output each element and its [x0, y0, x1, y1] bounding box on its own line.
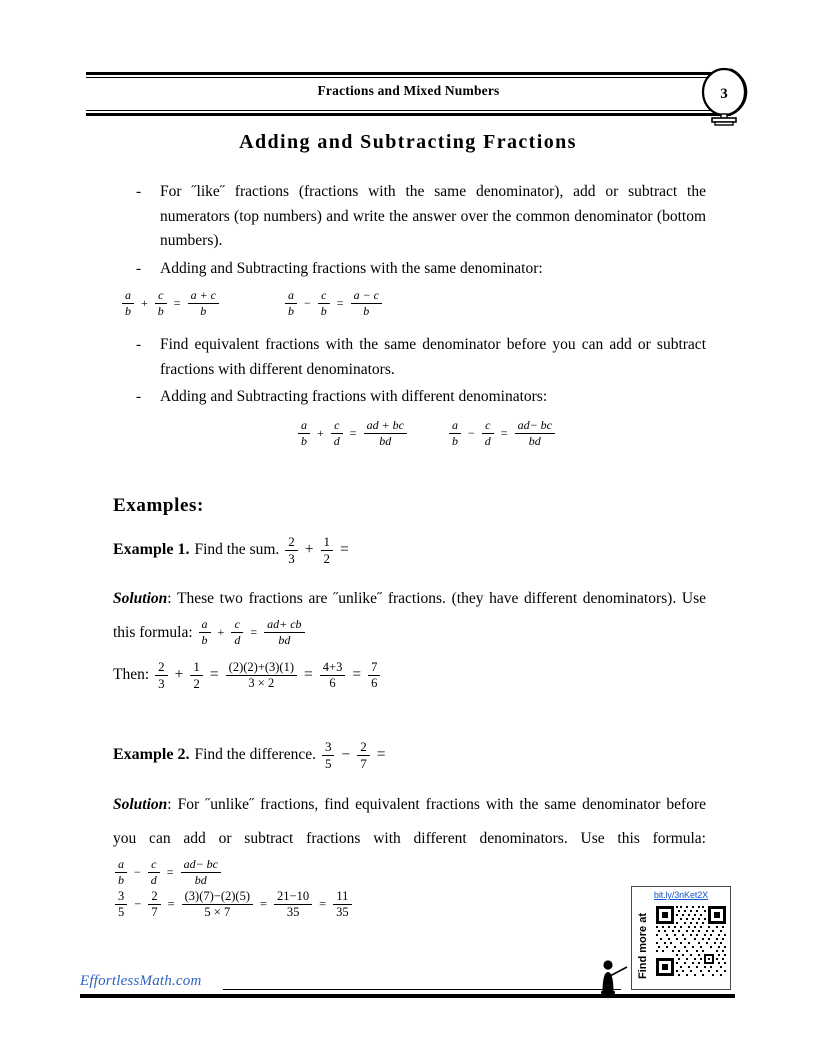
- fraction: [274, 890, 312, 919]
- numerator: 3: [324, 739, 332, 754]
- operator: −: [304, 295, 311, 310]
- bullet-text: Adding and Subtracting fractions with different denominators:: [160, 388, 548, 405]
- operator: −: [341, 746, 351, 764]
- operator: +: [217, 625, 225, 640]
- denominator: b: [301, 433, 307, 448]
- operator: −: [134, 865, 141, 880]
- denominator: b: [452, 433, 458, 448]
- example-2-work: [113, 890, 354, 919]
- denominator: 6: [371, 675, 378, 690]
- fraction: [331, 419, 343, 447]
- numerator: 3: [118, 889, 125, 903]
- denominator: 5: [118, 905, 125, 920]
- footer-thick-rule: [80, 994, 735, 998]
- denominator: b: [118, 872, 124, 887]
- denominator: b: [320, 303, 327, 318]
- qr-code-icon[interactable]: [654, 904, 728, 978]
- equals-sign: =: [167, 897, 175, 912]
- numerator: 2: [360, 739, 367, 754]
- fraction: [231, 618, 243, 646]
- fraction: [199, 618, 211, 646]
- page-title: Adding and Subtracting Fractions: [239, 131, 577, 153]
- example-1-question: Find the sum.: [194, 541, 280, 559]
- numerator: c: [485, 418, 491, 432]
- fraction: [182, 890, 253, 919]
- qr-link-text[interactable]: bit.ly/3nKet2X: [653, 890, 709, 900]
- denominator: 2: [323, 550, 331, 566]
- fraction: [357, 740, 370, 770]
- denominator: b: [157, 303, 164, 318]
- header-top-rule: [86, 72, 731, 78]
- denominator: 6: [329, 675, 336, 690]
- denominator: 35: [336, 905, 349, 920]
- denominator: 7: [151, 905, 158, 920]
- denominator: b: [288, 303, 294, 318]
- solution-formula: [113, 855, 223, 889]
- bullet-dash: -: [136, 336, 142, 353]
- fraction: [322, 740, 335, 770]
- bullet-text: Adding and Subtracting fractions with the same denominator:: [160, 260, 543, 277]
- fraction: [181, 858, 221, 886]
- numerator: 21−10: [277, 889, 310, 903]
- fraction: [148, 858, 160, 886]
- numerator: 1: [193, 659, 200, 674]
- equals-sign: =: [259, 897, 268, 912]
- denominator: bd: [379, 433, 392, 448]
- equals-sign: =: [349, 425, 357, 440]
- denominator: d: [150, 872, 157, 887]
- operator: +: [304, 541, 314, 559]
- bullet-item: [136, 180, 706, 254]
- fraction: [148, 890, 160, 919]
- numerator: 4+3: [322, 659, 343, 674]
- denominator: d: [484, 433, 491, 448]
- denominator: 3: [288, 550, 295, 566]
- numerator: 2: [151, 889, 158, 903]
- denominator: d: [234, 632, 241, 647]
- numerator: a: [452, 418, 458, 432]
- formula-different-denominators: [296, 419, 557, 447]
- fraction: [285, 535, 298, 565]
- example-1-solution: [113, 582, 706, 650]
- denominator: 3: [158, 675, 165, 691]
- numerator: a: [201, 617, 208, 632]
- example-1-work: [113, 660, 382, 690]
- numerator: c: [158, 288, 164, 302]
- fraction: [264, 618, 304, 646]
- header-bottom-rule: [86, 110, 731, 116]
- page-number-text: 3: [720, 86, 728, 102]
- denominator: bd: [528, 433, 541, 448]
- fraction: [190, 660, 203, 690]
- bullet-item: [136, 333, 706, 382]
- numerator: 2: [158, 659, 165, 674]
- fraction: [226, 661, 297, 690]
- teacher-pointer-icon: [594, 958, 632, 996]
- header-title: Fractions and Mixed Numbers: [317, 83, 500, 98]
- equals-sign: =: [352, 666, 362, 684]
- solution-formula: [197, 615, 307, 649]
- qr-code-box[interactable]: [631, 886, 731, 990]
- denominator: 35: [286, 905, 300, 920]
- numerator: c: [151, 857, 157, 872]
- denominator: bd: [194, 872, 207, 887]
- denominator: b: [125, 303, 131, 318]
- numerator: (3)(7)−(2)(5): [184, 889, 250, 903]
- denominator: b: [200, 303, 207, 318]
- numerator: a: [118, 857, 124, 872]
- fraction: [320, 661, 346, 690]
- equals-sign: =: [336, 295, 344, 310]
- fraction: [333, 890, 352, 919]
- denominator: b: [201, 632, 208, 647]
- fraction: [115, 890, 127, 919]
- example-1-label: Example 1.: [113, 541, 190, 559]
- formula-same-denominator: [120, 289, 384, 317]
- fraction: [449, 419, 461, 447]
- bullet-text: For ˝like˝ fractions (fractions with the same denominator), add or subtract the numerators (top numbers) and write the answer over the common denominator (bottom numbers).: [160, 183, 706, 249]
- page-header: [86, 72, 731, 116]
- solution-text: These two fractions are ˝unlike˝ fractions. (they have different denominators). Use this formula:: [113, 590, 706, 641]
- fraction: [115, 858, 127, 886]
- equals-sign: =: [166, 865, 174, 880]
- fraction: [318, 289, 330, 317]
- solution-colon: :: [167, 590, 172, 607]
- denominator: b: [363, 303, 370, 318]
- fraction: [155, 289, 167, 317]
- solution-label: Solution: [113, 796, 168, 813]
- denominator: d: [333, 433, 340, 448]
- denominator: 2: [193, 675, 200, 691]
- equals-sign: =: [500, 425, 508, 440]
- numerator: ad+ cb: [267, 617, 302, 632]
- fraction: [515, 419, 555, 447]
- globe-icon: [694, 66, 754, 128]
- numerator: ad− bc: [183, 857, 218, 872]
- equals-sign: =: [250, 625, 258, 640]
- operator: +: [174, 666, 184, 684]
- equals-sign: =: [319, 897, 327, 912]
- denominator: bd: [278, 632, 291, 647]
- denominator: 5 × 7: [204, 905, 231, 920]
- examples-heading: Examples:: [113, 495, 204, 516]
- fraction: [122, 289, 134, 317]
- numerator: 2: [288, 534, 295, 549]
- operator: −: [134, 897, 142, 912]
- numerator: a: [301, 418, 307, 432]
- equals-sign: =: [209, 666, 219, 684]
- denominator: 3 × 2: [248, 675, 275, 690]
- numerator: ad− bc: [517, 418, 552, 432]
- solution-label: Solution: [113, 590, 168, 607]
- fraction: [321, 535, 334, 565]
- equals-sign: =: [304, 666, 313, 684]
- operator: +: [317, 425, 324, 440]
- denominator: 5: [324, 755, 332, 771]
- numerator: a + c: [190, 288, 216, 302]
- denominator: 7: [360, 755, 367, 771]
- footer-thin-rule: [223, 989, 621, 990]
- fraction: [298, 419, 310, 447]
- numerator: a − c: [353, 288, 379, 302]
- bullet-dash: -: [136, 260, 142, 277]
- footer-site-link[interactable]: EffortlessMath.com: [80, 973, 202, 989]
- fraction: [368, 661, 380, 690]
- operator: +: [141, 295, 148, 310]
- bullet-dash: -: [136, 388, 142, 405]
- solution-text: For ˝unlike˝ fractions, find equivalent fractions with the same denominator before you can add or subtract fractions with different denominators. Use this formula:: [113, 796, 707, 847]
- bullet-item: [136, 385, 706, 410]
- equals-sign: =: [376, 746, 386, 764]
- bullet-text: Find equivalent fractions with the same denominator before you can add or subtract fractions with different denominators.: [160, 336, 706, 378]
- fraction: [482, 419, 494, 447]
- example-2-question: Find the difference.: [194, 746, 316, 764]
- numerator: c: [321, 288, 327, 302]
- solution-colon: :: [167, 796, 172, 813]
- operator: −: [468, 425, 475, 440]
- example-1-prompt: [113, 535, 354, 565]
- then-label: Then:: [113, 666, 150, 684]
- example-2-label: Example 2.: [113, 746, 190, 764]
- bullet-dash: -: [136, 183, 142, 200]
- qr-vertical-label: Find more at: [637, 913, 649, 980]
- fraction: [188, 289, 219, 317]
- numerator: (2)(2)+(3)(1): [228, 659, 295, 674]
- numerator: a: [288, 288, 294, 302]
- numerator: 11: [336, 889, 349, 903]
- example-2-prompt: [113, 740, 390, 770]
- numerator: 7: [371, 659, 378, 674]
- fraction: [155, 660, 168, 690]
- equals-sign: =: [173, 295, 181, 310]
- numerator: c: [334, 418, 340, 432]
- equals-sign: =: [340, 541, 349, 559]
- fraction: [285, 289, 297, 317]
- numerator: c: [234, 617, 240, 632]
- numerator: ad + bc: [366, 418, 404, 432]
- fraction: [364, 419, 407, 447]
- fraction: [351, 289, 382, 317]
- example-2-solution: [113, 788, 706, 890]
- bullet-item: [136, 257, 706, 282]
- numerator: a: [125, 288, 131, 302]
- numerator: 1: [323, 534, 331, 549]
